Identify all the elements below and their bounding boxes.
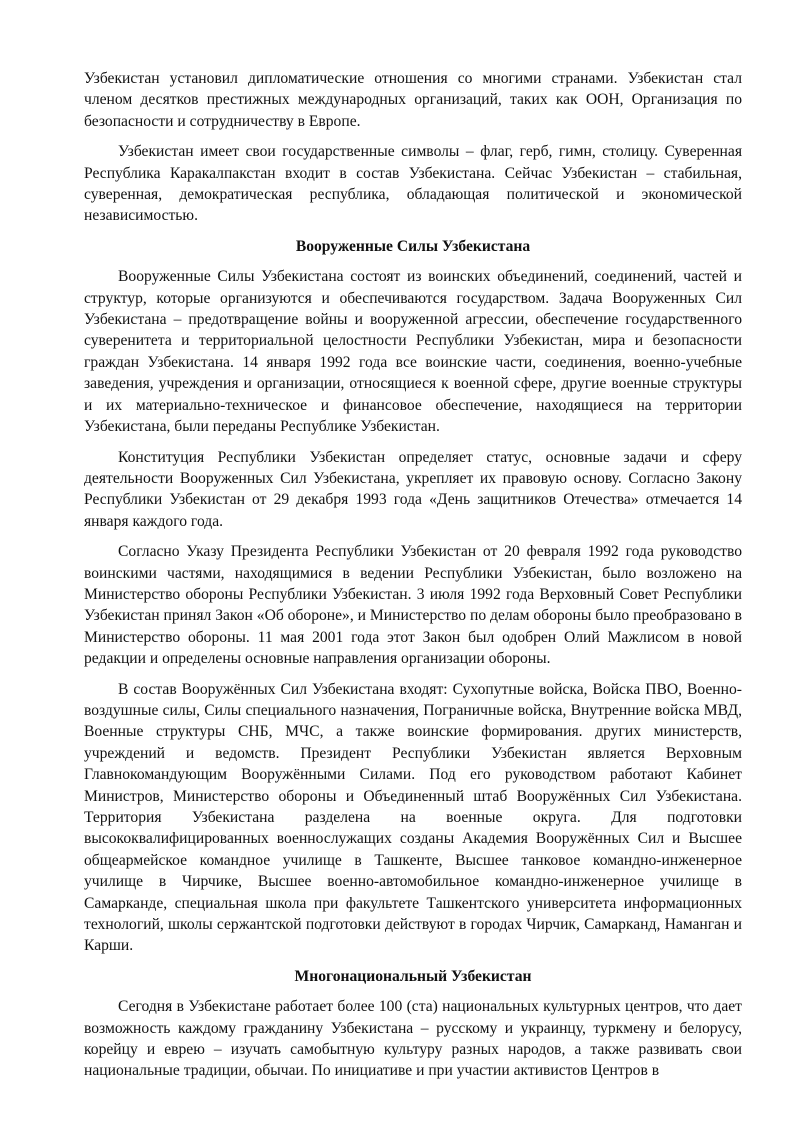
- paragraph-cultural-centers: Сегодня в Узбекистане работает более 100 (ста) национальных культурных центров, что дает возможность каждому гражданину Узбекистана – русскому и украинцу, туркмену и белорусу, корейцу и еврею – изучать самобытную культуру разных народов, а также развивать свои национальные традиции, обычаи. По инициативе и при участии активистов Центров в: [84, 998, 742, 1080]
- paragraph-presidential-decree: Согласно Указу Президента Республики Узбекистан от 20 февраля 1992 года руководство воинскими частями, находящимися в ведении Республики Узбекистан, было возложено на Министерство обороны Республики Узбекистан. 3 июля 1992 года Верховный Совет Республики Узбекистан принял Закон «Об обороне», и Министерство по делам обороны было преобразовано в Министерство обороны. 11 мая 2001 года этот Закон был одобрен Олий Мажлисом в новой редакции и определены основные направления организации обороны.: [84, 543, 742, 668]
- paragraph-state-symbols: Узбекистан имеет свои государственные символы – флаг, герб, гимн, столицу. Суверенная Республика Каракалпакстан входит в состав Узбекистана. Сейчас Узбекистан – стабильная, суверенная, демократическая республика, обладающая политической и экономической независимостью.: [84, 143, 742, 225]
- document-page: [84, 68, 742, 1091]
- paragraph-constitution: Конституция Республики Узбекистан определяет статус, основные задачи и сферу деятельности Вооруженных Сил Узбекистана, укрепляет их правовую основу. Согласно Закону Республики Узбекистан от 29 декабря 1993 года «День защитников Отечества» отмечается 14 января каждого года.: [84, 448, 742, 530]
- section-heading-multinational: Многонациональный Узбекистан: [294, 967, 532, 985]
- paragraph-armed-forces-structure: В состав Вооружённых Сил Узбекистана входят: Сухопутные войска, Войска ПВО, Военно-воздушные силы, Силы специального назначения, Пограничные войска, Внутренние войска МВД, Военные структуры СНБ, МЧС, а также воинские формирования. других министерств, учреждений и ведомств. Президент Республики Узбекистан является Верховным Главнокомандующим Вооружёнными Силами. Под его руководством работают Кабинет Министров, Министерство обороны и Объединенный штаб Вооружённых Сил Узбекистана. Территория Узбекистана разделена на военные округа. Для подготовки высококвалифицированных военнослужащих созданы Академия Вооружённых Сил и Высшее общеармейское командное училище в Ташкенте, Высшее танковое командно-инженерное училище в Чирчике, Высшее военно-автомобильное командно-инженерное училище в Самарканде, специальная школа при факультете Ташкентского университета информационных технологий, школы сержантской подготовки действуют в городах Чирчик, Самарканд, Наманган и Карши.: [84, 680, 742, 955]
- paragraph-armed-forces-composition: Вооруженные Силы Узбекистана состоят из воинских объединений, соединений, частей и структур, которые организуются и обеспечиваются государством. Задача Вооруженных Сил Узбекистана – предотвращение войны и вооруженной агрессии, обеспечение государственного суверенитета и территориальной целостности Республики Узбекистан, мира и безопасности граждан Узбекистана. 14 января 1992 года все воинские части, соединения, военно-учебные заведения, учреждения и организации, относящиеся к военной сфере, другие военные структуры и их материально-техническое и финансовое обеспечение, находящиеся на территории Узбекистана, были переданы Республике Узбекистан.: [84, 268, 742, 436]
- section-heading-armed-forces: Вооруженные Силы Узбекистана: [295, 237, 531, 255]
- paragraph-diplomacy: Узбекистан установил дипломатические отношения со многими странами. Узбекистан стал членом десятков престижных международных организаций, таких как ООН, Организация по безопасности и сотрудничеству в Европе.: [84, 70, 742, 130]
